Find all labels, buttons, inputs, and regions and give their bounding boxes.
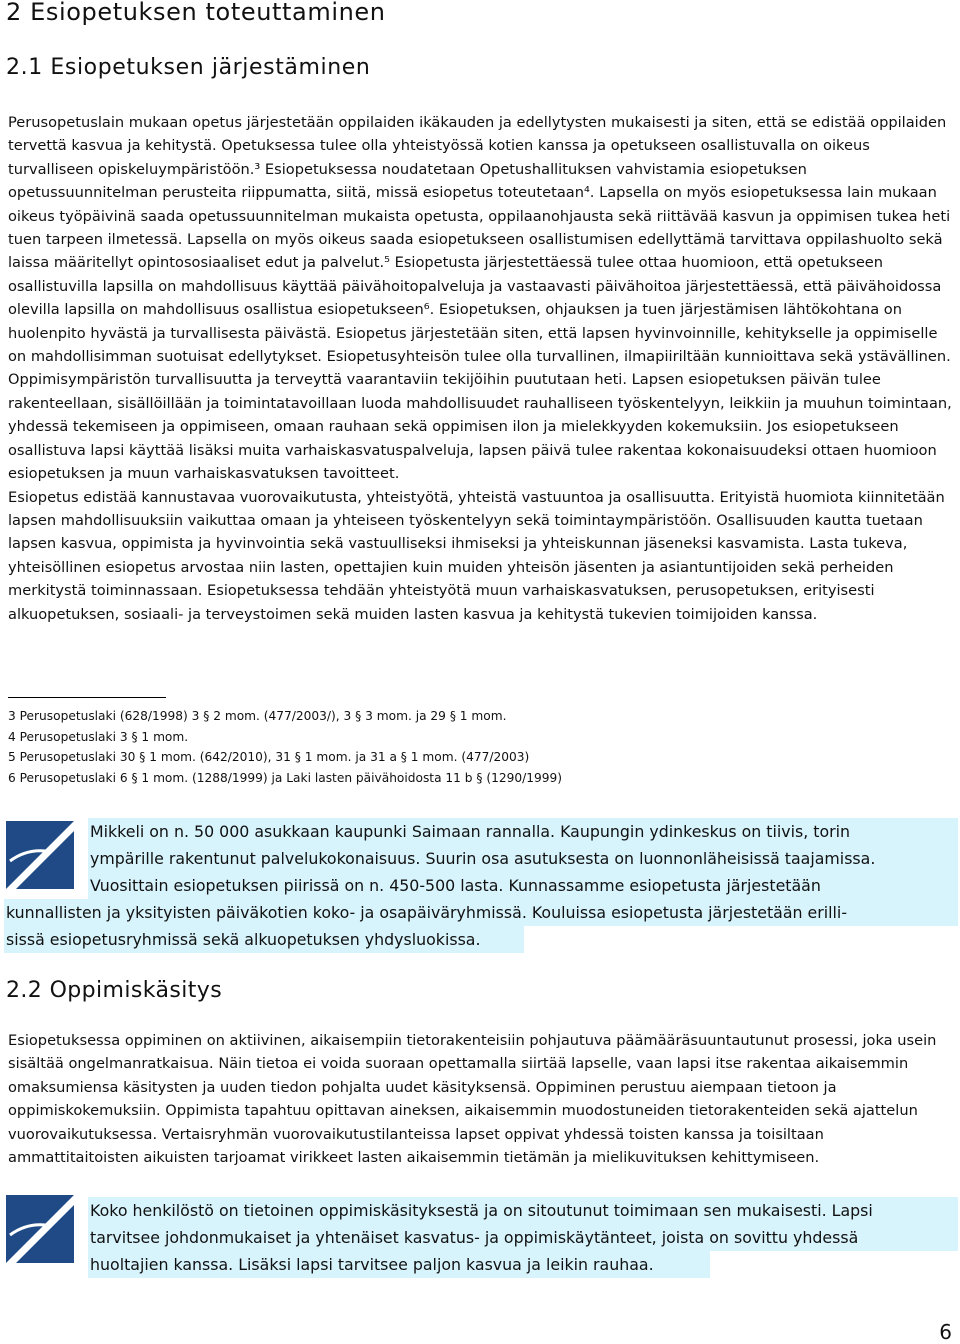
section-heading-2-2: 2.2 Oppimiskäsitys [6, 978, 223, 1003]
highlight-line: kunnallisten ja yksityisten päiväkotien koko- ja osapäiväryhmissä. Kouluissa esiopetusta järjestetään erilli- [4, 899, 958, 926]
footnote-divider [8, 697, 166, 698]
logo-mark-icon [6, 1195, 74, 1263]
highlight-line: ympärille rakentunut palvelukokonaisuus. Suurin osa asutuksesta on luonnonläheisissä taajamissa. [88, 845, 958, 872]
paragraph: Esiopetus edistää kannustavaa vuorovaikutusta, yhteistyötä, yhteistä vastuuntoa ja osallisuutta. Erityistä huomiota kiinnitetään lapsen mahdollisuuksiin vaikuttaa omaan ja yhteiseen työskentelyyn sekä toimintaympäristöön. Osallisuuden kautta tuetaan lapsen kasvua, oppimista ja hyvinvointia sekä vastuulliseksi ihmiseksi ja yhteiskunnan jäseneksi kasvamista. Lasta tukeva, yhteisöllinen esiopetus arvostaa niin lasten, opettajien kuin muiden yhteisön jäsenten ja asiantuntijoiden sekä perheiden merkitystä toiminnassaan. Esiopetuksessa tehdään yhteistyötä muun varhaiskasvatuksen, perusopetuksen, erityisesti alkuopetuksen, sosiaali- ja terveystoimen sekä muiden lasten kasvua ja kehitystä tukevien toimijoiden kanssa. [8, 488, 945, 623]
paragraph: Perusopetuslain mukaan opetus järjestetään oppilaiden ikäkauden ja edellytysten mukaisesti ja siten, että se edistää oppilaiden tervettä kasvua ja kehitystä. Opetuksessa tulee olla yhteistyössä kotien kanssa ja opetukseen osallistuvalla on oikeus turvalliseen opiskeluympäristöön.³ Esiopetuksessa noudatetaan Opetushallituksen vahvistamia esiopetuksen opetussuunnitelman perusteita riippumatta, siitä, missä esiopetus toteutetaan⁴. Lapsella on myös esiopetuksessa lain mukaan oikeus työpäivinä saada opetussuunnitelman mukaista opetusta, oppilaanohjausta sekä riittävää kasvun ja oppimisen tukea heti tuen tarpeen ilmetessä. Lapsella on myös oikeus saada esiopetukseen osallistumisen edellyttämä tarvittava oppilashuolto sekä laissa määritellyt opintososiaaliset edut ja palvelut.⁵ Esiopetusta järjestettäessä tulee ottaa huomioon, että opetukseen osallistuvilla lapsilla on mahdollisuus käyttää päivähoitopalveluja ja vastaavasti päivähoitoa järjestettäessä, että päivähoidossa olevilla lapsilla on mahdollisuus osallistua esiopetukseen⁶. Esiopetuksen, ohjauksen ja tuen järjestämisen lähtökohtana on huolenpito hyvästä ja turvallisesta päivästä. Esiopetus järjestetään siten, että lapsen hyvinvoinnille, kehitykselle ja oppimiselle on mahdollisimman suotuisat edellytykset. Esiopetusyhteisön tulee olla turvallinen, ilmapiiriltään kunnioittava sekä ystävällinen. Oppimisympäristön turvallisuutta ja terveyttä vaarantaviin tekijöihin puututaan heti. Lapsen esiopetuksen päivän tulee rakenteellaan, sisällöillään ja toimintatavoillaan luoda mahdollisuudet rauhalliseen työskentelyyn, leikkiin ja muuhun toimintaan, yhdessä tekemiseen ja oppimiseen, omaan rauhaan sekä oppimisen ilon ja mielekkyyden kokemuksiin. Jos esiopetukseen osallistuva lapsi käyttää lisäksi muita varhaiskasvatuspalveluja, lapsen päivä tulee rakentaa kokonaisuudeksi ottaen huomioon esiopetuksen ja muun varhaiskasvatuksen tavoitteet. [8, 114, 952, 483]
footnote: 6 Perusopetuslaki 6 § 1 mom. (1288/1999) ja Laki lasten päivähoidosta 11 b § (1290/1999) [8, 770, 563, 785]
main-heading: 2 Esiopetuksen toteuttaminen [6, 0, 386, 26]
footnote: 5 Perusopetuslaki 30 § 1 mom. (642/2010), 31 § 1 mom. ja 31 a § 1 mom. (477/2003) [8, 750, 530, 764]
page-number: 6 [939, 1320, 952, 1344]
highlight-line: huoltajien kanssa. Lisäksi lapsi tarvitsee paljon kasvua ja leikin rauhaa. [88, 1251, 710, 1278]
highlight-line: sissä esiopetusryhmissä sekä alkuopetuksen yhdysluokissa. [4, 926, 524, 953]
highlight-line: Koko henkilöstö on tietoinen oppimiskäsityksestä ja on sitoutunut toimimaan sen mukaisesti. Lapsi [88, 1197, 958, 1224]
footnotes [8, 706, 562, 788]
highlight-line: Mikkeli on n. 50 000 asukkaan kaupunki Saimaan rannalla. Kaupungin ydinkeskus on tiivis, torin [88, 818, 958, 845]
logo-mark-icon [6, 821, 74, 889]
section-heading-2-1: 2.1 Esiopetuksen järjestäminen [6, 55, 371, 80]
section-2-1-body [8, 111, 953, 626]
highlight-line: tarvitsee johdonmukaiset ja yhtenäiset kasvatus- ja oppimiskäytänteet, joista on sovittu yhdessä [88, 1224, 958, 1251]
footnote: 3 Perusopetuslaki (628/1998) 3 § 2 mom. (477/2003/), 3 § 3 mom. ja 29 § 1 mom. [8, 709, 507, 723]
highlight-line: Vuosittain esiopetuksen piirissä on n. 450-500 lasta. Kunnassamme esiopetusta järjestetään [88, 872, 958, 899]
paragraph: Esiopetuksessa oppiminen on aktiivinen, aikaisempiin tietorakenteisiin pohjautuva päämääräsuuntautunut prosessi, joka usein sisältää ongelmanratkaisua. Näin tietoa ei voida suoraan opettamalla siirtää lapselle, vaan lapsi itse rakentaa aikaisemmin omaksumiensa käsitysten ja uuden tiedon pohjalta uudet käsityksensä. Oppiminen perustuu aiempaan tietoon ja oppimiskokemuksiin. Oppimista tapahtuu opittavan aineksen, aikaisemmin muodostuneiden tietorakenteiden sekä ajattelun vuorovaikutuksessa. Vertaisryhmän vuorovaikutustilanteissa lapset oppivat yhdessä toisten kanssa ja toisiltaan ammattitaitoisten aikuisten tarjoamat virikkeet lasten aikaisemmin tietämän ja mielikuvituksen kehittymiseen. [8, 1032, 937, 1167]
section-2-2-body [8, 1029, 953, 1169]
footnote: 4 Perusopetuslaki 3 § 1 mom. [8, 729, 189, 744]
